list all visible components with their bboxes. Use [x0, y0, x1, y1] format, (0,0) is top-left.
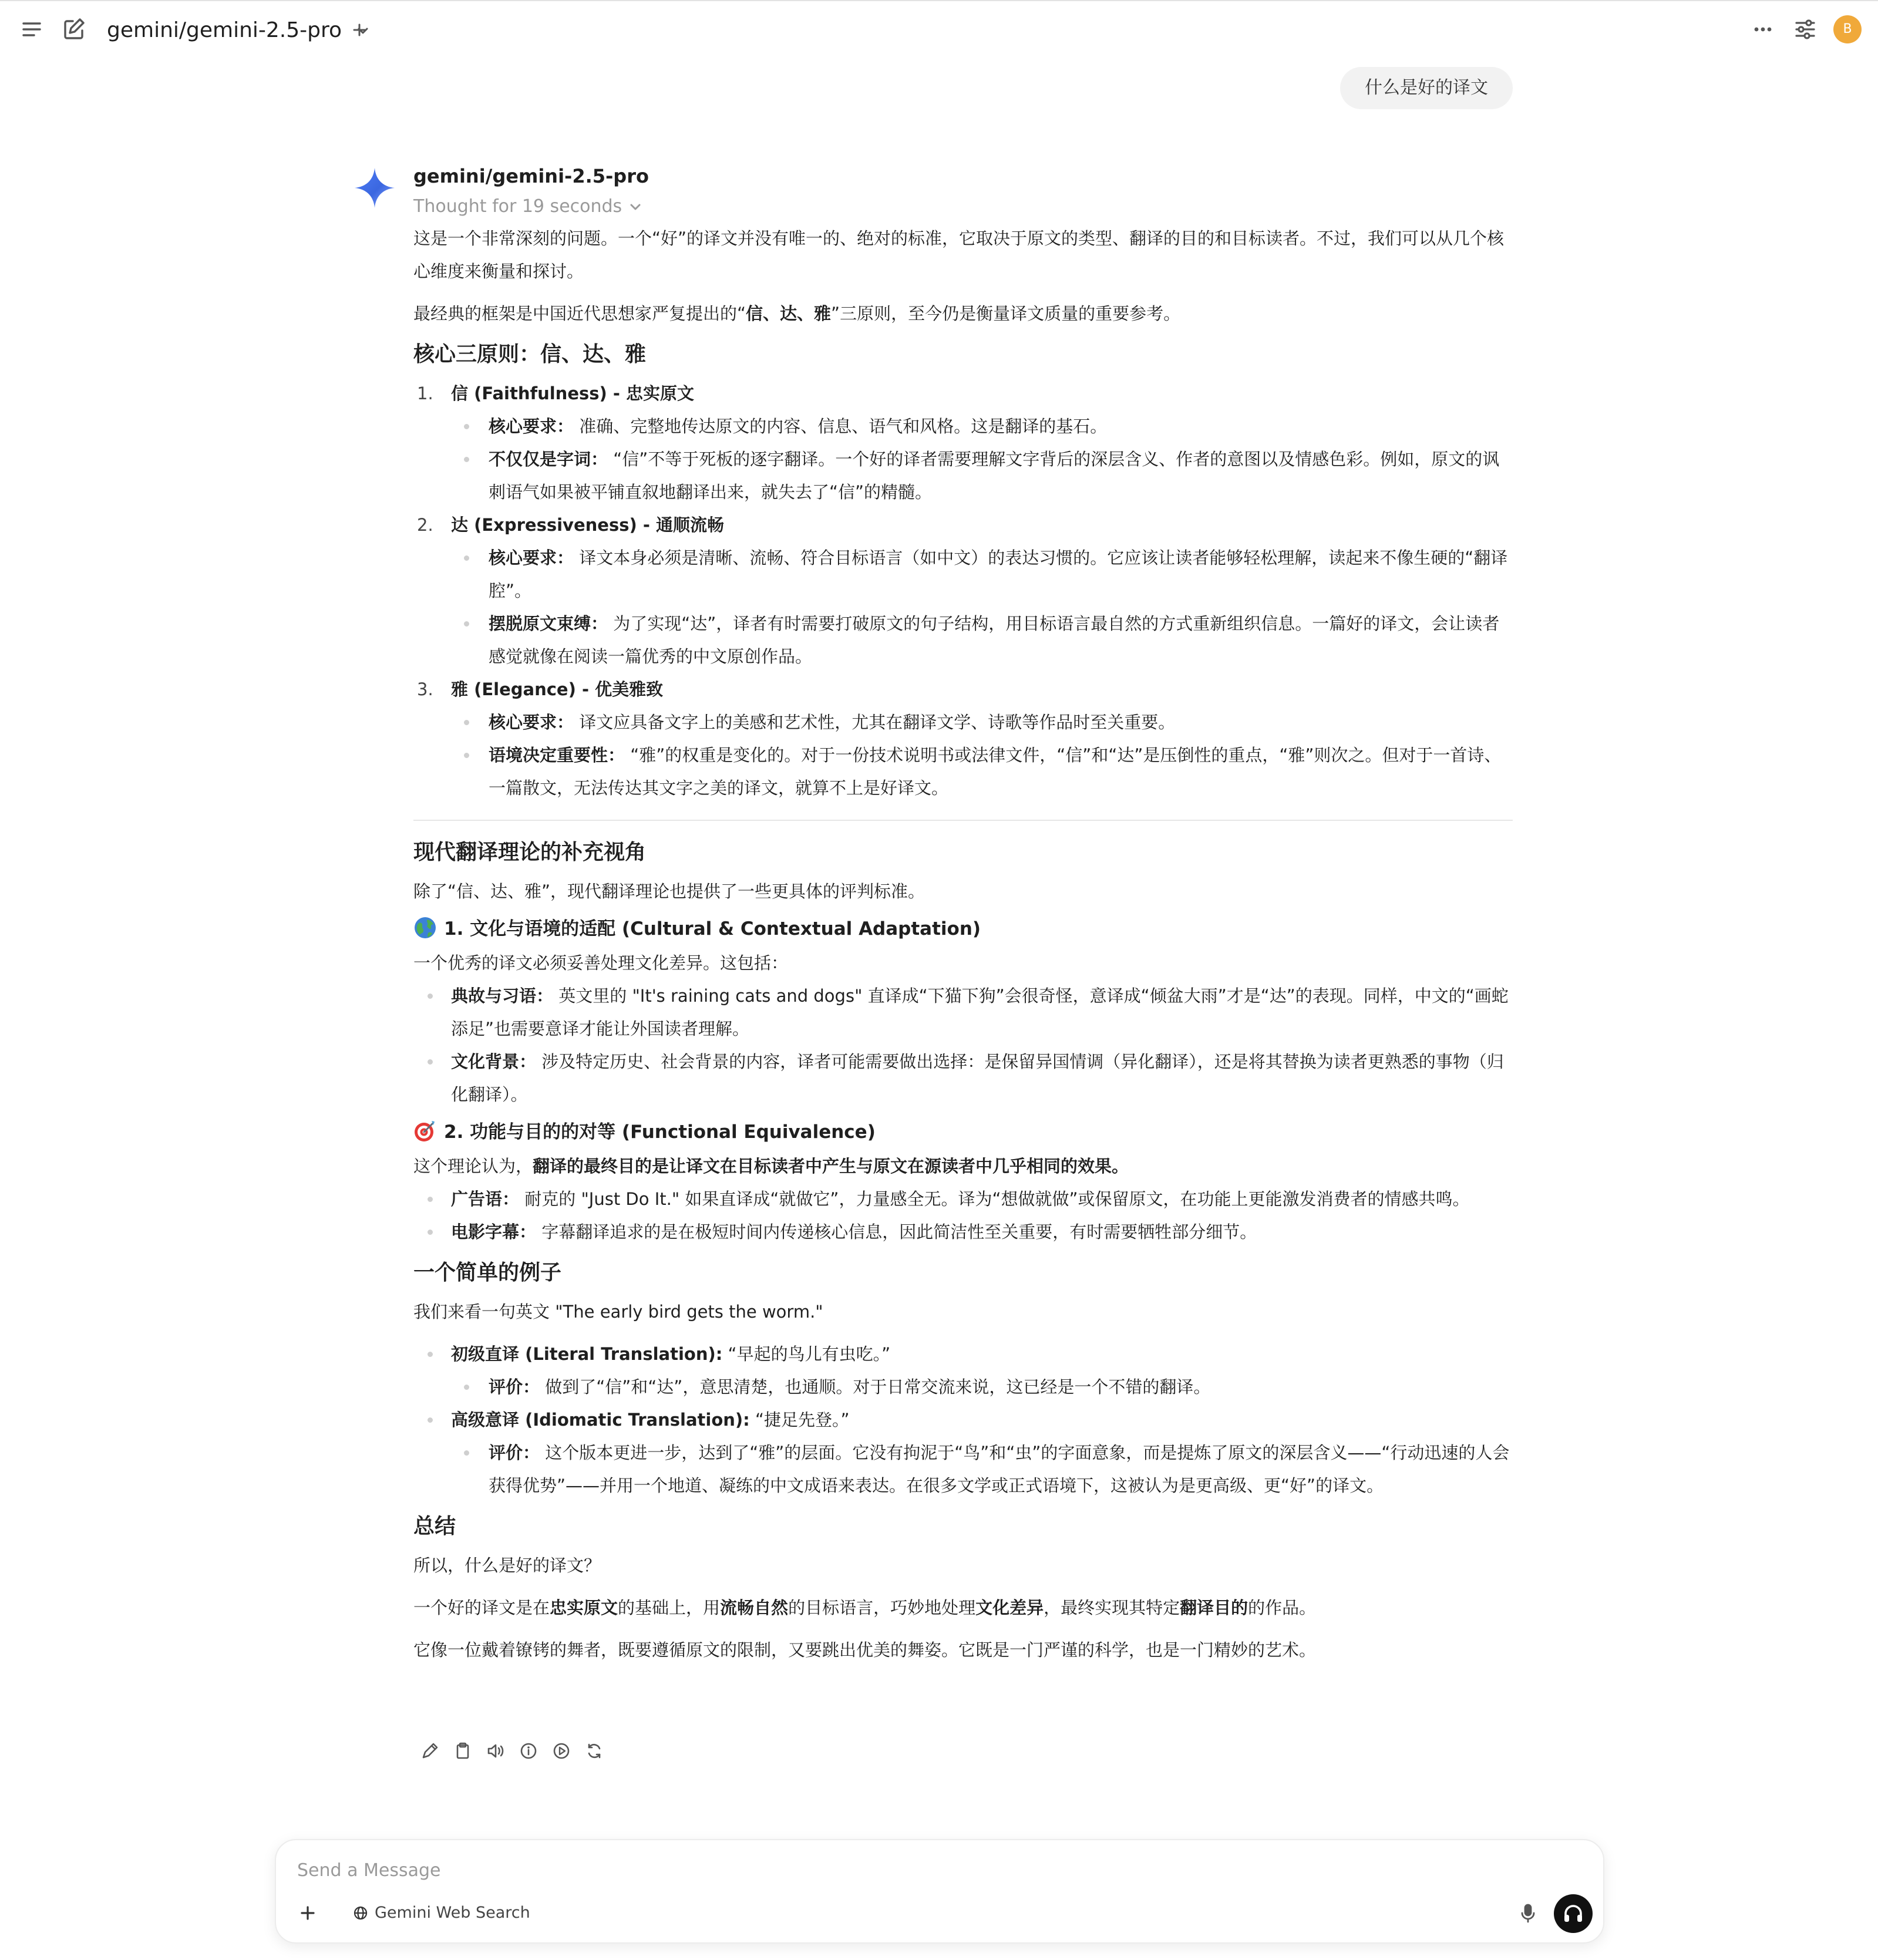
bold-text: 翻译的最终目的是让译文在目标读者中产生与原文在源读者中几乎相同的效果。: [533, 1156, 1129, 1176]
list-number: 3.: [417, 679, 433, 699]
item-text: 译文应具备文字上的美感和艺术性，尤其在翻译文学、诗歌等作品时至关重要。: [574, 712, 1176, 732]
settings-sliders-icon[interactable]: [1789, 13, 1822, 46]
text: 这个理论认为，: [413, 1156, 533, 1176]
copy-icon[interactable]: [451, 1739, 474, 1763]
text: 的作品。: [1248, 1598, 1317, 1618]
item-label: 核心要求：: [489, 548, 574, 568]
principle-item: [413, 673, 1513, 706]
list-number: 1.: [417, 383, 433, 403]
list-item: [413, 1403, 1513, 1436]
functional-intro: [413, 1150, 1513, 1183]
heading-summary: 总结: [413, 1514, 456, 1538]
item-text: “捷足先登。”: [749, 1410, 850, 1430]
heading-modern-perspective: 现代翻译理论的补充视角: [413, 840, 647, 864]
item-text: 准确、完整地传达原文的内容、信息、语气和风格。这是翻译的基石。: [574, 416, 1108, 436]
info-icon[interactable]: [517, 1739, 540, 1763]
globe-emoji-icon: [413, 916, 437, 939]
principle-title: 达 (Expressiveness) - 通顺流畅: [451, 515, 724, 535]
user-avatar[interactable]: B: [1833, 15, 1862, 43]
bold-text: 翻译目的: [1180, 1598, 1248, 1618]
text: 最经典的框架是中国近代思想家严复提出的“: [413, 304, 746, 324]
principle-item: [413, 377, 1513, 410]
item-text: 涉及特定历史、社会背景的内容，译者可能需要做出选择：是保留异国情调（异化翻译），还是将其替换为读者更熟悉的事物（归化翻译）。: [451, 1052, 1504, 1104]
message-content: [413, 222, 1513, 1666]
list-item: [413, 607, 1513, 673]
item-text: 字幕翻译追求的是在极短时间内传递核心信息，因此简洁性至关重要，有时需要牺牲部分细节。: [536, 1222, 1257, 1242]
bullet: [464, 424, 469, 429]
bullet: [464, 720, 469, 725]
bullet: [428, 1197, 433, 1202]
text: 一个好的译文是在: [413, 1598, 550, 1618]
assistant-model-name: gemini/gemini-2.5-pro: [413, 165, 649, 187]
web-search-label: Gemini Web Search: [375, 1904, 530, 1922]
section-title: 1. 文化与语境的适配 (Cultural & Contextual Adaptation): [444, 918, 981, 939]
item-text: 做到了“信”和“达”，意思清楚，也通顺。对于日常交流来说，这已经是一个不错的翻译。: [540, 1377, 1211, 1397]
new-chat-icon[interactable]: [58, 13, 90, 46]
item-label: 不仅仅是字词：: [489, 449, 608, 469]
divider: [413, 820, 1513, 821]
list-number: 2.: [417, 515, 433, 535]
thought-label: Thought for 19 seconds: [413, 196, 622, 217]
regenerate-icon[interactable]: [583, 1739, 606, 1763]
bullet: [464, 753, 469, 758]
bullet: [464, 555, 469, 561]
text: ，最终实现其特定: [1044, 1598, 1180, 1618]
cultural-intro: 一个优秀的译文必须妥善处理文化差异。这包括：: [413, 953, 789, 973]
list-item: [413, 739, 1513, 804]
item-label: 评价：: [489, 1443, 540, 1463]
principle-title: 雅 (Elegance) - 优美雅致: [451, 679, 664, 699]
summary-question: 所以，什么是好的译文？: [413, 1555, 601, 1575]
item-text: “早起的鸟儿有虫吃。”: [722, 1344, 891, 1364]
text: ”三原则，至今仍是衡量译文质量的重要参考。: [831, 304, 1181, 324]
item-label: 语境决定重要性：: [489, 745, 625, 765]
heading-cultural-adaptation: [413, 911, 1513, 947]
read-aloud-icon[interactable]: [484, 1739, 507, 1763]
item-label: 电影字幕：: [451, 1222, 537, 1242]
bold-text: 流畅自然: [720, 1598, 789, 1618]
bullet: [428, 1230, 433, 1235]
item-text: 这个版本更进一步，达到了“雅”的层面。它没有拘泥于“鸟”和“虫”的字面意象，而是提炼了原文的深层含义——“行动迅速的人会获得优势”——并用一个地道、凝练的中文成语来表达。在很多文学或正式语境下，这被认为是更高级、更“好”的译文。: [489, 1443, 1510, 1496]
target-emoji-icon: [413, 1119, 437, 1143]
message-input[interactable]: [296, 1854, 1532, 1886]
text: 的基础上，用: [618, 1598, 721, 1618]
user-message-bubble: 什么是好的译文: [1340, 67, 1513, 109]
modern-intro: 除了“信、达、雅”，现代翻译理论也提供了一些更具体的评判标准。: [413, 881, 925, 901]
header: [0, 0, 1878, 61]
globe-icon: [352, 1905, 369, 1921]
bullet: [428, 1352, 433, 1357]
principle-item: [413, 508, 1513, 541]
voice-mode-button[interactable]: [1554, 1894, 1593, 1933]
heading-example: 一个简单的例子: [413, 1261, 562, 1285]
add-model-icon[interactable]: [343, 13, 376, 46]
item-text: 译文本身必须是清晰、流畅、符合目标语言（如中文）的表达习惯的。它应该让读者能够轻松理解，读起来不像生硬的“翻译腔”。: [489, 548, 1508, 601]
item-label: 核心要求：: [489, 712, 574, 732]
plus-icon[interactable]: [294, 1899, 322, 1927]
list-item: [413, 979, 1513, 1045]
intro-paragraph: 这是一个非常深刻的问题。一个“好”的译文并没有唯一的、绝对的标准，它取决于原文的类型、翻译的目的和目标读者。不过，我们可以从几个核心维度来衡量和探讨。: [413, 228, 1505, 281]
item-text: 耐克的 "Just Do It." 如果直译成“就做它”，力量感全无。译为“想做就做”或保留原文，在功能上更能激发消费者的情感共鸣。: [519, 1189, 1470, 1209]
gemini-sparkle-icon: [352, 166, 397, 210]
bullet: [428, 1417, 433, 1423]
item-label: 初级直译 (Literal Translation):: [451, 1344, 723, 1364]
list-item: [413, 1436, 1513, 1502]
edit-icon[interactable]: [418, 1739, 442, 1763]
model-selector[interactable]: [107, 15, 371, 46]
list-item: [413, 410, 1513, 443]
closing-paragraph: 它像一位戴着镣铐的舞者，既要遵循原文的限制，又要跳出优美的舞姿。它既是一门严谨的科学，也是一门精妙的艺术。: [413, 1640, 1317, 1660]
model-title: gemini/gemini-2.5-pro: [107, 18, 342, 42]
item-label: 广告语：: [451, 1189, 520, 1209]
play-icon[interactable]: [550, 1739, 573, 1763]
example-intro: 我们来看一句英文 "The early bird gets the worm.": [413, 1302, 823, 1322]
item-label: 文化背景：: [451, 1052, 537, 1072]
list-item: [413, 1183, 1513, 1215]
item-text: “雅”的权重是变化的。对于一份技术说明书或法律文件，“信”和“达”是压倒性的重点，“雅”则次之。但对于一首诗、一篇散文，无法传达其文字之美的译文，就算不上是好译文。: [489, 745, 1502, 798]
item-text: “信”不等于死板的逐字翻译。一个好的译者需要理解文字背后的深层含义、作者的意图以及情感色彩。例如，原文的讽刺语气如果被平铺直叙地翻译出来，就失去了“信”的精髓。: [489, 449, 1500, 502]
microphone-icon[interactable]: [1515, 1900, 1541, 1926]
thought-toggle[interactable]: [413, 191, 1513, 222]
item-text: 英文里的 "It's raining cats and dogs" 直译成“下猫下狗”会很奇怪，意译成“倾盆大雨”才是“达”的表现。同样，中文的“画蛇添足”也需要意译才能让外国读者理解。: [451, 986, 1509, 1039]
item-text: 为了实现“达”，译者有时需要打破原文的句子结构，用目标语言最自然的方式重新组织信息。一篇好的译文，会让读者感觉就像在阅读一篇优秀的中文原创作品。: [489, 614, 1500, 666]
more-options-icon[interactable]: [1746, 13, 1779, 46]
heading-functional-equivalence: [413, 1114, 1513, 1150]
section-title: 2. 功能与目的的对等 (Functional Equivalence): [444, 1122, 876, 1143]
list-item: [413, 541, 1513, 607]
intro-paragraph-2: [413, 297, 1513, 330]
web-search-toggle[interactable]: [352, 1899, 530, 1927]
bold-text: 忠实原文: [550, 1598, 618, 1618]
bullet: [428, 1059, 433, 1065]
bullet: [464, 621, 469, 627]
bullet: [464, 1450, 469, 1456]
list-item: [413, 1045, 1513, 1111]
bold-text: 文化差异: [975, 1598, 1044, 1618]
list-item: [413, 1338, 1513, 1370]
principle-title: 信 (Faithfulness) - 忠实原文: [451, 383, 695, 403]
item-label: 核心要求：: [489, 416, 574, 436]
summary-paragraph: [413, 1591, 1513, 1624]
list-item: [413, 1370, 1513, 1403]
item-label: 典故与习语：: [451, 986, 554, 1006]
item-label: 摆脱原文束缚：: [489, 614, 608, 634]
list-item: [413, 1215, 1513, 1248]
bold-text: 信、达、雅: [746, 304, 832, 324]
heading-core-principles: 核心三原则：信、达、雅: [413, 342, 647, 366]
chevron-down-icon: [628, 200, 643, 215]
message-composer: [275, 1839, 1604, 1944]
headphones-icon: [1554, 1894, 1593, 1933]
assistant-message: [413, 161, 1513, 1666]
sidebar-toggle-icon[interactable]: [15, 13, 48, 46]
bullet: [464, 1385, 469, 1390]
text: 的目标语言，巧妙地处理: [788, 1598, 976, 1618]
list-item: [413, 706, 1513, 739]
bullet: [428, 994, 433, 999]
list-item: [413, 443, 1513, 508]
item-label: 评价：: [489, 1377, 540, 1397]
bullet: [464, 457, 469, 462]
item-label: 高级意译 (Idiomatic Translation):: [451, 1410, 750, 1430]
